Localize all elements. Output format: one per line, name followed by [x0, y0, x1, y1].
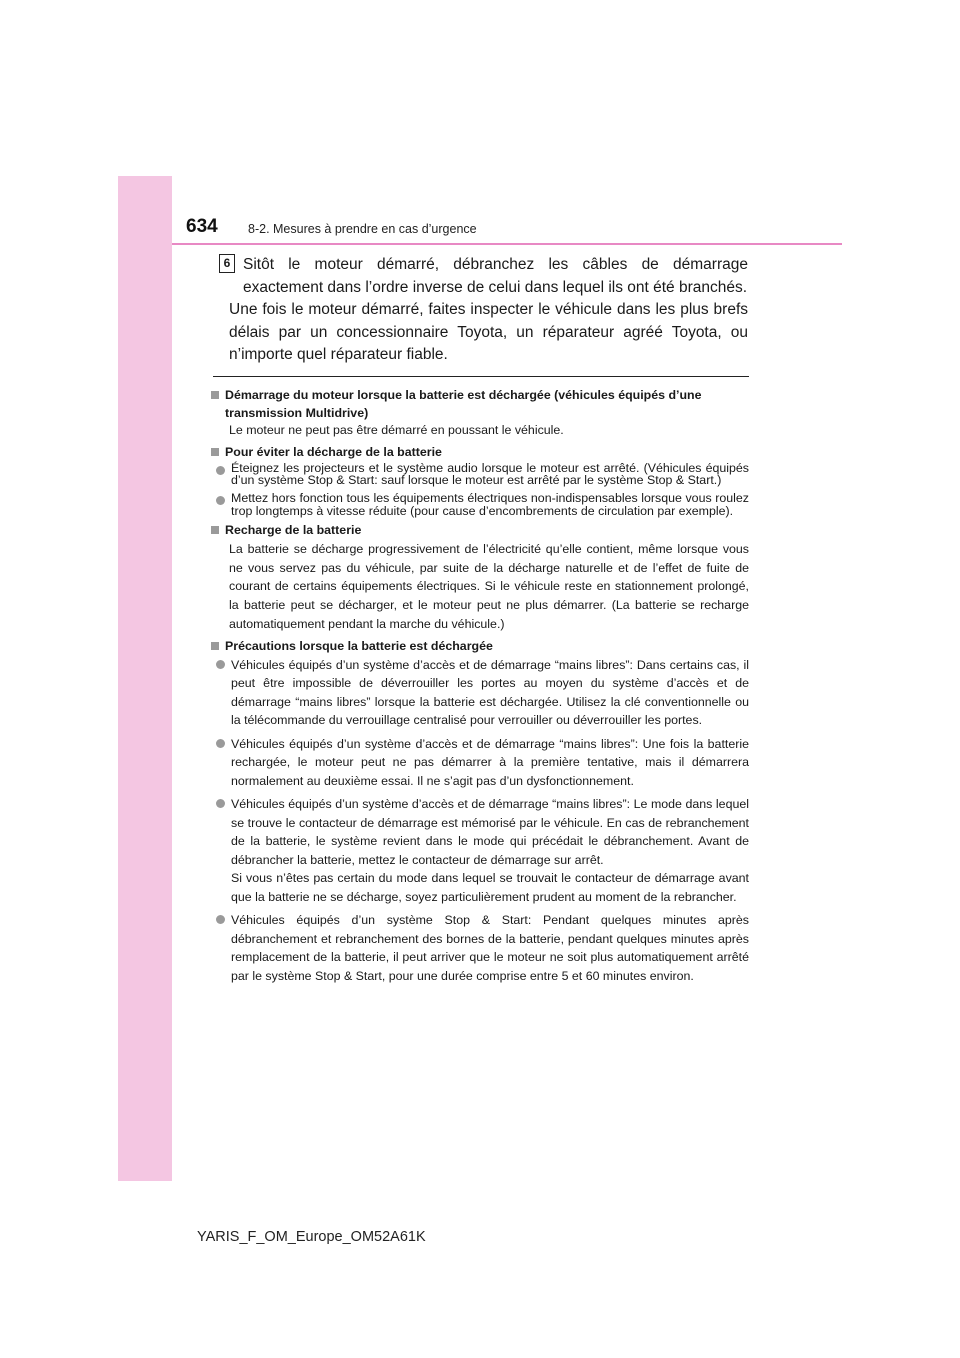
note-heading [211, 638, 749, 656]
header-rule [172, 243, 842, 245]
note-avoid-discharge [211, 444, 749, 517]
document-code: YARIS_F_OM_Europe_OM52A61K [197, 1229, 426, 1245]
round-bullet-icon [216, 739, 225, 748]
notes-section [211, 387, 749, 990]
list-item [211, 735, 749, 791]
note-heading [211, 444, 749, 462]
round-bullet-icon [216, 660, 225, 669]
note-multidrive [211, 387, 749, 440]
section-divider [213, 376, 749, 377]
note-title: Précautions lorsque la batterie est déchargée [225, 638, 493, 653]
square-bullet-icon [211, 526, 219, 534]
note-heading [211, 387, 749, 422]
round-bullet-icon [216, 915, 225, 924]
list-item [211, 656, 749, 730]
list-item [211, 911, 749, 985]
note-title: Démarrage du moteur lorsque la batterie est déchargée (véhicules équipés d’une transmission Multidrive) [225, 388, 702, 420]
list-item-text: Véhicules équipés d’un système d’accès et de démarrage “mains libres”: Dans certains cas, il peut être impossible de déverrouiller les portes au moyen du système d’accès et de démarrage “mains libres” lorsque la batterie est déchargée. Utilisez la clé conventionnelle ou la télécommande du verrouillage centralisé pour verrouiller ou déverrouiller les portes. [231, 657, 749, 728]
inspection-paragraph: Une fois le moteur démarré, faites inspecter le véhicule dans les plus brefs délais par un concessionnaire Toyota, un réparateur agréé Toyota, ou n’importe quel réparateur fiable. [229, 301, 748, 363]
list-item-text [231, 795, 749, 906]
page-number: 634 [186, 216, 218, 237]
note-text: Le moteur ne peut pas être démarré en poussant le véhicule. [229, 423, 564, 438]
step-instruction: Sitôt le moteur démarré, débranchez les câbles de démarrage exactement dans l’ordre inverse de celui dans lequel ils ont été branchés. [243, 256, 748, 296]
note-heading [211, 522, 749, 540]
list-item [211, 462, 749, 487]
note-text: La batterie se décharge progressivement de l’électricité qu’elle contient, même lorsque vous ne vous servez pas du véhicule, par suite de la décharge naturelle et de l’effet de fuite de courant de certains équipements électriques. Si le véhicule reste en stationnement prolongé, la batterie peut se décharger, et le moteur peut ne plus démarrer. (La batterie se recharge automatiquement pendant la marche du véhicule.) [229, 541, 749, 632]
note-precautions [211, 638, 749, 985]
square-bullet-icon [211, 448, 219, 456]
round-bullet-icon [216, 799, 225, 808]
note-title: Pour éviter la décharge de la batterie [225, 445, 442, 460]
list-item [211, 795, 749, 906]
step-number-badge: 6 [219, 254, 235, 273]
list-item-text-part: Si vous n’êtes pas certain du mode dans lequel se trouvait le contacteur de démarrage avant que la batterie ne se décharge, soyez particulièrement prudent au moment de la rebrancher. [231, 871, 749, 904]
list-item-text-part: Véhicules équipés d’un système d’accès et de démarrage “mains libres”: Le mode dans lequel se trouve le contacteur de démarrage est mémorisé par le véhicule. En cas de rebranchement de la batterie, le système revient dans le mode qui précédait le débranchement. Avant de débrancher la batterie, mettez le contacteur de démarrage sur arrêt. [231, 797, 749, 867]
square-bullet-icon [211, 391, 219, 399]
note-recharge [211, 522, 749, 634]
square-bullet-icon [211, 642, 219, 650]
round-bullet-icon [216, 496, 225, 505]
round-bullet-icon [216, 466, 225, 475]
chapter-tab-band [118, 176, 172, 1181]
list-item [211, 492, 749, 517]
list-item-text: Véhicules équipés d’un système Stop & Start: Pendant quelques minutes après débranchement et rebranchement des bornes de la batterie, pendant quelques minutes après remplacement de la batterie, il peut arriver que le moteur ne soit plus automatiquement arrêté par le système Stop & Start, pour une durée comprise entre 5 et 60 minutes environ. [231, 913, 749, 983]
section-title: 8-2. Mesures à prendre en cas d’urgence [248, 222, 477, 236]
note-title: Recharge de la batterie [225, 523, 362, 538]
list-item-text: Éteignez les projecteurs et le système audio lorsque le moteur est arrêté. (Véhicules équipés d’un système Stop & Start: sauf lorsque le moteur est arrêté par le système Stop & Start.) [231, 460, 749, 488]
list-item-text: Véhicules équipés d’un système d’accès et de démarrage “mains libres”: Une fois la batterie rechargée, le moteur peut ne pas démarrer à la première tentative, mais il démarrera normalement au deuxième essai. Il ne s’agit pas d’un dysfonctionnement. [231, 736, 749, 788]
list-item-text: Mettez hors fonction tous les équipements électriques non-indispensables lorsque vous roulez trop longtemps à vitesse réduite (pour cause d’encombrements de circulation par exemple). [231, 491, 749, 518]
